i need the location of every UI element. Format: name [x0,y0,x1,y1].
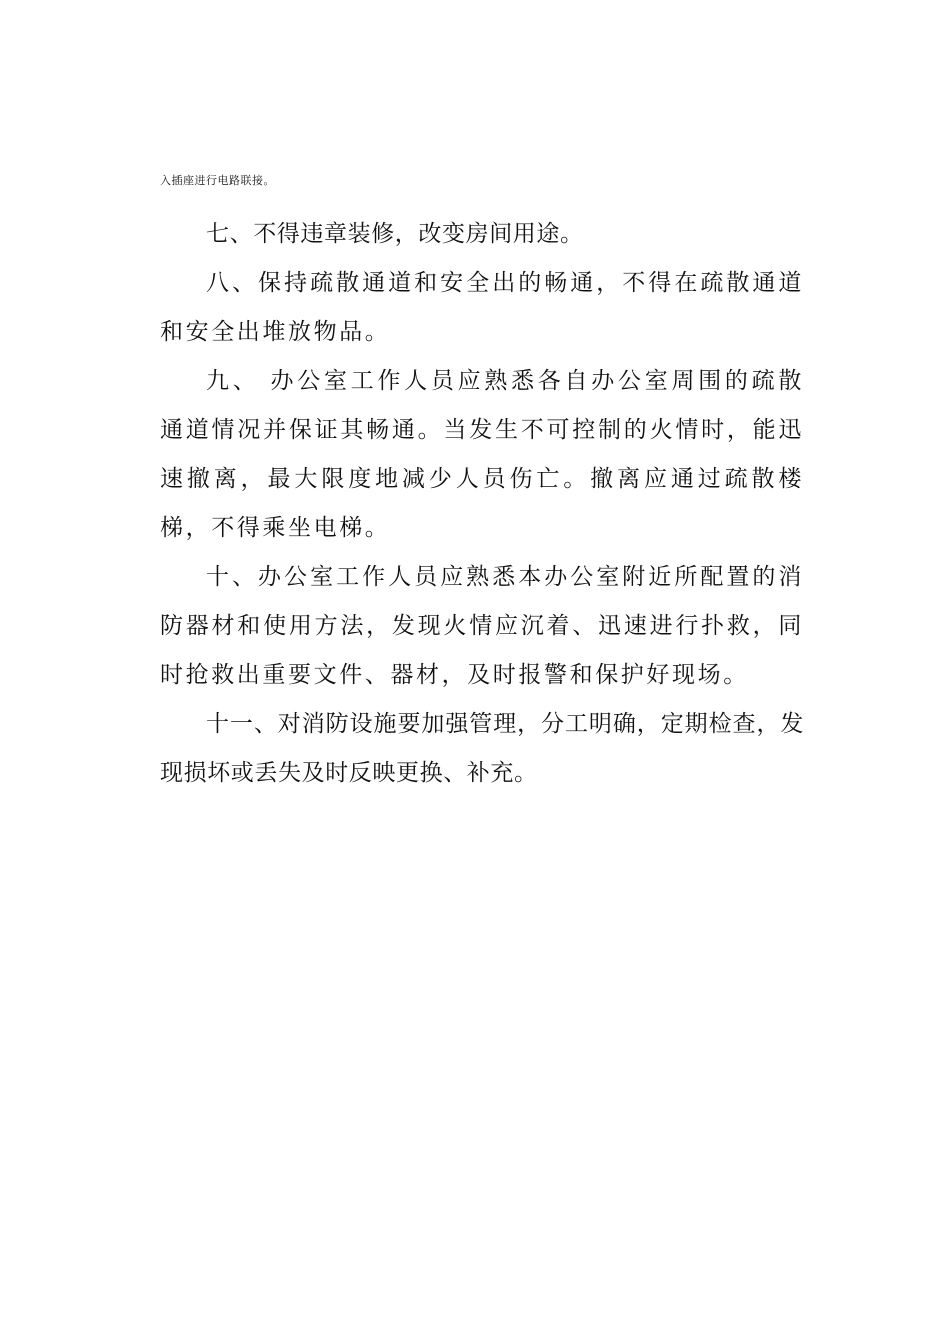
document-body [160,210,804,798]
paragraph-9: 九、 办公室工作人员应熟悉各自办公室周围的疏散通道情况并保证其畅通。当发生不可控制的火情时，能迅速撤离，最大限度地减少人员伤亡。撤离应通过疏散楼梯，不得乘坐电梯。 [160,368,804,541]
continuation-text: 入插座进行电路联接。 [160,174,275,187]
paragraph-10: 十、办公室工作人员应熟悉本办公室附近所配置的消防器材和使用方法，发现火情应沉着、迅速进行扑救，同时抢救出重要文件、器材，及时报警和保护好现场。 [160,564,804,688]
paragraph-7: 七、不得违章装修，改变房间用途。 [206,221,584,247]
paragraph-8: 八、保持疏散通道和安全出的畅通，不得在疏散通道和安全出堆放物品。 [160,270,804,345]
paragraph-11: 十一、对消防设施要加强管理，分工明确，定期检查，发现损坏或丢失及时反映更换、补充。 [160,711,804,786]
